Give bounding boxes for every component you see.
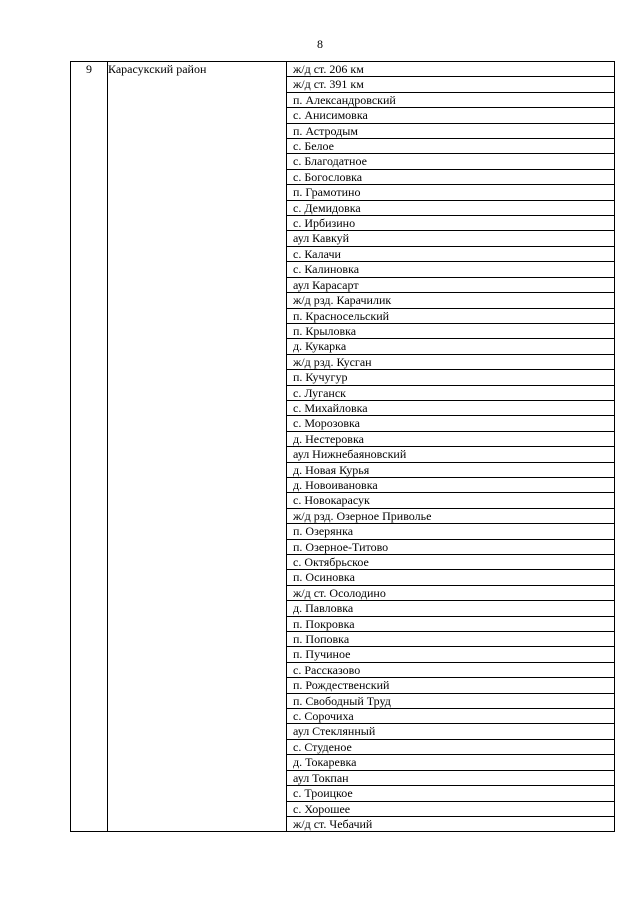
settlement-row <box>287 786 614 801</box>
row-number: 9 <box>71 62 108 832</box>
settlement-row <box>287 231 614 246</box>
settlement-name: с. Анисимовка <box>287 108 614 123</box>
settlement-row <box>287 632 614 647</box>
settlement-row <box>287 169 614 184</box>
settlement-name: д. Кукарка <box>287 339 614 354</box>
settlement-name: с. Октябрьское <box>287 555 614 570</box>
table-row <box>71 62 615 832</box>
settlement-name: с. Калиновка <box>287 262 614 277</box>
settlement-name: п. Крыловка <box>287 323 614 338</box>
settlement-row <box>287 154 614 169</box>
settlement-row <box>287 431 614 446</box>
settlement-row <box>287 724 614 739</box>
settlement-name: п. Кучугур <box>287 370 614 385</box>
settlement-list <box>287 62 614 831</box>
settlement-row <box>287 277 614 292</box>
settlement-name: д. Нестеровка <box>287 431 614 446</box>
settlement-row <box>287 539 614 554</box>
settlement-row <box>287 693 614 708</box>
settlement-row <box>287 662 614 677</box>
settlement-name: ж/д ст. Чебачий <box>287 816 614 831</box>
settlement-row <box>287 77 614 92</box>
settlement-row <box>287 508 614 523</box>
settlement-row <box>287 678 614 693</box>
settlement-row <box>287 308 614 323</box>
settlement-row <box>287 293 614 308</box>
district-name: Карасукский район <box>108 62 287 832</box>
settlement-row <box>287 755 614 770</box>
settlement-row <box>287 739 614 754</box>
settlement-name: п. Озерянка <box>287 524 614 539</box>
settlement-name: п. Покровка <box>287 616 614 631</box>
settlement-name: с. Ирбизино <box>287 216 614 231</box>
settlement-row <box>287 462 614 477</box>
settlement-row <box>287 770 614 785</box>
settlement-row <box>287 477 614 492</box>
settlement-name: аул Нижнебаяновский <box>287 447 614 462</box>
settlement-name: аул Токпан <box>287 770 614 785</box>
settlement-name: с. Морозовка <box>287 416 614 431</box>
settlements-table <box>70 61 615 832</box>
settlement-row <box>287 216 614 231</box>
settlement-name: ж/д рзд. Кусган <box>287 354 614 369</box>
settlement-row <box>287 400 614 415</box>
settlement-row <box>287 123 614 138</box>
settlement-row <box>287 555 614 570</box>
settlement-row <box>287 323 614 338</box>
settlement-row <box>287 416 614 431</box>
settlement-name: п. Грамотино <box>287 185 614 200</box>
settlement-name: с. Благодатное <box>287 154 614 169</box>
settlement-name: с. Калачи <box>287 246 614 261</box>
settlement-name: с. Луганск <box>287 385 614 400</box>
settlement-row <box>287 709 614 724</box>
settlement-name: с. Рассказово <box>287 662 614 677</box>
page-number: 8 <box>317 37 323 51</box>
settlement-name: ж/д ст. 391 км <box>287 77 614 92</box>
settlement-name: аул Карасарт <box>287 277 614 292</box>
settlement-row <box>287 570 614 585</box>
settlement-name: п. Александровский <box>287 92 614 107</box>
settlement-name: п. Красносельский <box>287 308 614 323</box>
settlement-row <box>287 354 614 369</box>
settlement-row <box>287 92 614 107</box>
settlement-name: аул Кавкуй <box>287 231 614 246</box>
settlement-name: п. Поповка <box>287 632 614 647</box>
settlement-name: ж/д ст. Осолодино <box>287 585 614 600</box>
settlement-row <box>287 370 614 385</box>
settlement-row <box>287 185 614 200</box>
settlement-row <box>287 62 614 77</box>
settlement-name: с. Хорошее <box>287 801 614 816</box>
settlement-name: с. Демидовка <box>287 200 614 215</box>
settlement-row <box>287 493 614 508</box>
settlement-name: с. Михайловка <box>287 400 614 415</box>
settlement-row <box>287 601 614 616</box>
settlement-row <box>287 385 614 400</box>
settlement-name: с. Студеное <box>287 739 614 754</box>
settlement-name: п. Осиновка <box>287 570 614 585</box>
settlement-name: ж/д рзд. Карачилик <box>287 293 614 308</box>
settlement-name: д. Новая Курья <box>287 462 614 477</box>
settlement-row <box>287 447 614 462</box>
settlement-name: п. Пучиное <box>287 647 614 662</box>
settlement-name: ж/д рзд. Озерное Приволье <box>287 508 614 523</box>
settlement-name: п. Свободный Труд <box>287 693 614 708</box>
settlement-name: с. Троицкое <box>287 786 614 801</box>
settlement-row <box>287 246 614 261</box>
settlement-name: д. Токаревка <box>287 755 614 770</box>
settlement-row <box>287 585 614 600</box>
settlement-name: аул Стеклянный <box>287 724 614 739</box>
settlement-row <box>287 801 614 816</box>
settlement-row <box>287 816 614 831</box>
settlement-name: д. Новоивановка <box>287 477 614 492</box>
settlement-row <box>287 647 614 662</box>
settlement-row <box>287 524 614 539</box>
settlement-name: с. Богословка <box>287 169 614 184</box>
settlement-name: с. Новокарасук <box>287 493 614 508</box>
settlements-cell <box>287 62 615 832</box>
settlement-name: п. Рождественский <box>287 678 614 693</box>
settlement-row <box>287 139 614 154</box>
settlement-row <box>287 616 614 631</box>
settlement-row <box>287 262 614 277</box>
settlement-name: ж/д ст. 206 км <box>293 62 364 76</box>
settlement-row <box>287 200 614 215</box>
settlement-name: с. Сорочиха <box>287 709 614 724</box>
settlement-name: п. Озерное-Титово <box>287 539 614 554</box>
settlement-row <box>287 339 614 354</box>
settlement-name: с. Белое <box>287 139 614 154</box>
settlement-row <box>287 108 614 123</box>
settlement-name: д. Павловка <box>287 601 614 616</box>
settlement-name: п. Астродым <box>287 123 614 138</box>
